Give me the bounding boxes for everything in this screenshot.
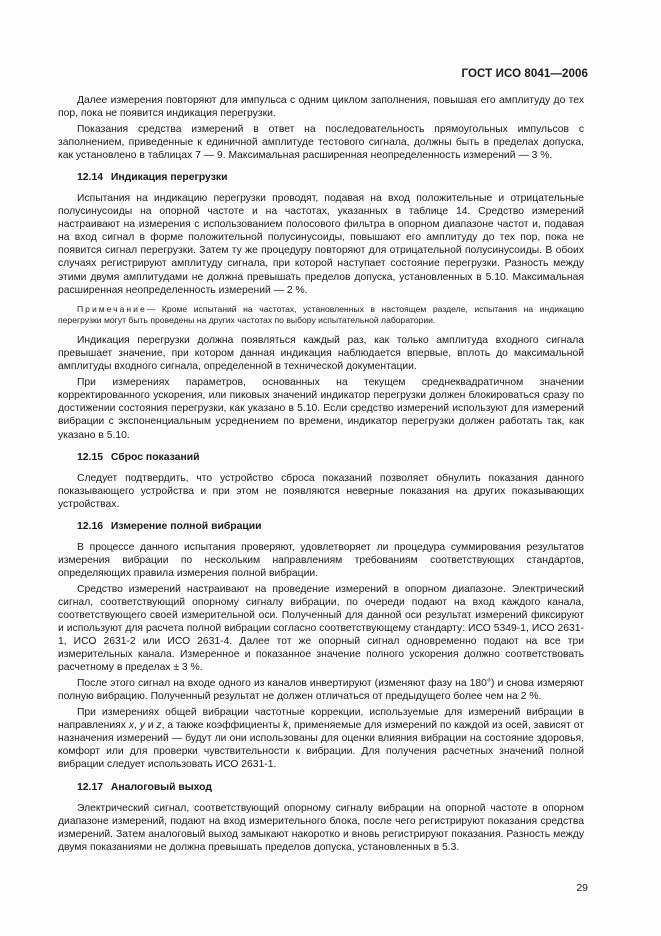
- paragraph: Следует подтвердить, что устройство сброса показаний позволяет обнулить показания данного показывающего устройства и при этом не появляются неверные показания на других показывающих устройствах.: [58, 472, 584, 510]
- section-number: 12.16: [77, 520, 104, 532]
- text-run: При измерениях общей вибрации частотные коррекции, используемые для измерений вибрации в направлениях: [58, 707, 584, 732]
- axis-z: z: [156, 720, 162, 732]
- text-run: и: [144, 720, 157, 732]
- section-number: 12.17: [77, 781, 104, 793]
- page-content: [58, 94, 584, 854]
- paragraph: Испытания на индикацию перегрузки проводят, подавая на вход положительные и отрицательные полусинусоиды на опорной частоте и на частотах, указанных в таблице 14. Средство измерений настраивают на измерения с использованием полосового фильтра в опорном диапазоне частот и, подавая на вход сигнал в форме положительной полусинусоиды, повышают его амплитуду до тех пор, пока не появится сигнал перегрузки. Затем ту же процедуру повторяют для отрицательной полусинусоиды. В обоих случаях регистрируют амплитуду сигнала, при которой наступает состояние перегрузки. Разность между этими двумя амплитудами не должна превышать пределов допуска, установленных в 5.10. Максимальная расширенная неопределенность измерений — 2 %.: [58, 193, 584, 296]
- paragraph: После этого сигнал на входе одного из каналов инвертируют (изменяют фазу на 180°) и снова измеряют полную вибрацию. Полученный результат не должен отличаться от предыдущего более чем на 2 %.: [58, 678, 584, 703]
- paragraph: Средство измерений настраивают на проведение измерений в опорном диапазоне. Электрический сигнал, соответствующий опорному сигналу вибрации, по очереди подают на вход каждого канала, соответствующего своей измерительной оси. Полученный для данной оси результат измерений фиксируют и используют для расчета полной вибрации согласно соответствующему стандарту: ИСО 5349-1, ИСО 2631-1, ИСО 2631-2 или ИСО 2631-4. Далее тот же опорный сигнал одновременно подают на все три измерительных канала. Измеренное и показанное значение полного ускорения должно соответствовать расчетному в пределах ± 3 %.: [58, 583, 584, 674]
- text-run: ,: [133, 720, 140, 732]
- section-title: Аналоговый выход: [110, 781, 212, 793]
- note-label: Примечание: [77, 303, 147, 314]
- section-title: Измерение полной вибрации: [110, 520, 262, 532]
- note-text: — Кроме испытаний на частотах, установленных в настоящем разделе, испытания на индикацию перегрузки могут быть проведены на других частотах по выбору испытательной лаборатории.: [58, 303, 584, 325]
- paragraph: Индикация перегрузки должна появляться каждый раз, как только амплитуда входного сигнала превышает значение, при котором данная индикация наблюдается впервые, вплоть до максимальной амплитуды входного сигнала, определенной в технической документации.: [58, 335, 584, 373]
- section-heading-12-17: [58, 781, 584, 794]
- document-code: ГОСТ ИСО 8041—2006: [461, 68, 588, 80]
- paragraph: В процессе данного испытания проверяют, удовлетворяет ли процедура суммирования результатов измерения вибрации по нескольким направлениям требованиям соответствующих стандартов, определяющих правила измерения полной вибрации.: [58, 541, 584, 579]
- section-heading-12-14: [58, 171, 584, 184]
- section-title: Сброс показаний: [110, 451, 200, 463]
- section-heading-12-15: [58, 451, 584, 464]
- paragraph: [58, 706, 584, 771]
- text-run: , применяемые для измерений по каждой из осей, зависят от назначения измерений — будут ли они использованы для оценки влияния вибрации на состояние здоровья, комфорт или для проверки чувствительности к вибрации. Для получения расчетных значений полной вибрации следует использовать ИСО 2631-1.: [58, 720, 585, 771]
- paragraph: Электрический сигнал, соответствующий опорному сигналу вибрации на опорной частоте в опорном диапазоне измерений, подают на вход измерительного блока, после чего регистрируют показания средства измерений. Затем аналоговый выход замыкают накоротко и вновь регистрируют показания. Разность между двумя показаниями не должна превышать пределов допуска, установленных в 5.3.: [58, 802, 584, 853]
- paragraph: При измерениях параметров, основанных на текущем среднеквадратичном значении корректированного ускорения, или пиковых значений индикатор перегрузки должен блокироваться сразу по достижении состояния перегрузки, как указано в 5.10. Если средство измерений используют для измерений вибрации с экспоненциальным усреднением по времени, индикатор перегрузки должен работать так, как указано в 5.10.: [58, 377, 584, 441]
- page-number: 29: [576, 882, 588, 894]
- section-heading-12-16: [58, 520, 584, 533]
- paragraph: Далее измерения повторяют для импульса с одним циклом заполнения, повышая его амплитуду до тех пор, пока не появится индикация перегрузки.: [58, 95, 584, 120]
- section-title: Индикация перегрузки: [110, 172, 228, 184]
- axis-x: x: [128, 720, 134, 732]
- note: [58, 304, 584, 327]
- paragraph: Показания средства измерений в ответ на последовательность прямоугольных импульсов с заполнением, приведенные к единичной амплитуде тестового сигнала, должны быть в пределах допуска, как установлено в таблицах 7 — 9. Максимальная расширенная неопределенность измерений — 3 %.: [58, 124, 584, 162]
- section-number: 12.14: [77, 172, 104, 184]
- section-number: 12.15: [77, 451, 104, 463]
- coefficient-k: k: [283, 720, 289, 732]
- axis-y: y: [139, 720, 145, 732]
- text-run: , а также коэффициенты: [161, 720, 284, 732]
